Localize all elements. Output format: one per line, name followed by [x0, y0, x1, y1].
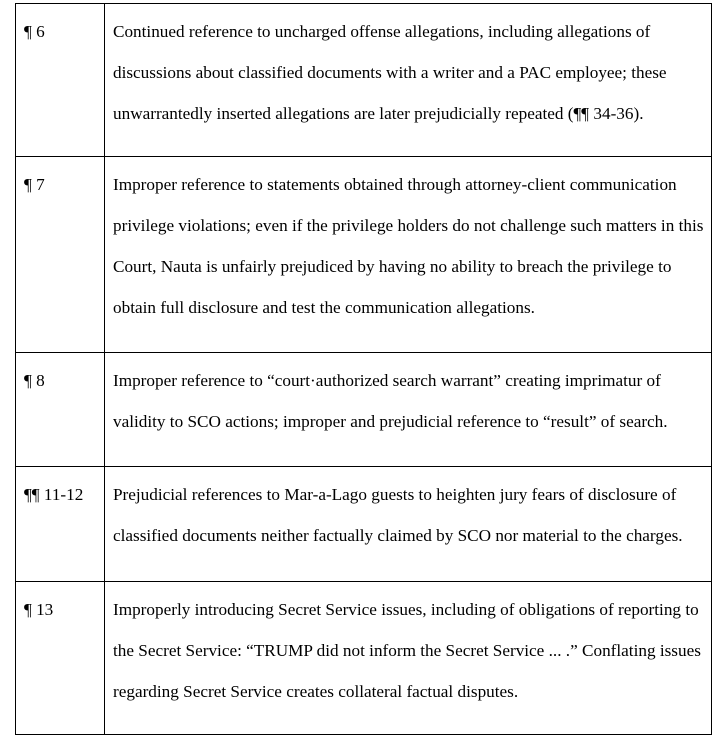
objections-table [15, 3, 712, 735]
objection-text: Improper reference to “court·authorized search warrant” creating imprimatur of validity to SCO actions; improper and prejudicial reference to “result” of search. [113, 371, 668, 431]
objection-text: Continued reference to uncharged offense allegations, including allegations of discussions about classified documents with a writer and a PAC employee; these unwarrantedly inserted allegations are later prejudicially repeated (¶¶ 34-36). [113, 22, 667, 123]
table-row [16, 157, 712, 353]
paragraph-ref-cell [16, 582, 105, 735]
objection-text-cell [105, 157, 712, 353]
paragraph-ref-cell [16, 4, 105, 157]
paragraph-ref-cell [16, 353, 105, 467]
table-row [16, 4, 712, 157]
objection-text-cell [105, 467, 712, 582]
paragraph-ref: ¶ 6 [24, 22, 45, 41]
objection-text: Prejudicial references to Mar-a-Lago guests to heighten jury fears of disclosure of classified documents neither factually claimed by SCO nor material to the charges. [113, 485, 683, 545]
objection-text-cell [105, 582, 712, 735]
objection-text-cell [105, 4, 712, 157]
paragraph-ref-cell [16, 157, 105, 353]
table-row [16, 467, 712, 582]
paragraph-ref: ¶¶ 11-12 [24, 485, 84, 504]
paragraph-ref: ¶ 13 [24, 600, 54, 619]
table-row [16, 582, 712, 735]
table-row [16, 353, 712, 467]
paragraph-ref: ¶ 7 [24, 175, 45, 194]
objection-text-cell [105, 353, 712, 467]
objection-text: Improper reference to statements obtained through attorney-client communication privilege violations; even if the privilege holders do not challenge such matters in this Court, Nauta is unfairly prejudiced by having no ability to breach the privilege to obtain full disclosure and test the communication allegations. [113, 175, 704, 317]
paragraph-ref-cell [16, 467, 105, 582]
paragraph-ref: ¶ 8 [24, 371, 45, 390]
objection-text: Improperly introducing Secret Service issues, including of obligations of reporting to the Secret Service: “TRUMP did not inform the Secret Service ... .” Conflating issues regarding Secret Service creates collateral factual disputes. [113, 600, 701, 701]
